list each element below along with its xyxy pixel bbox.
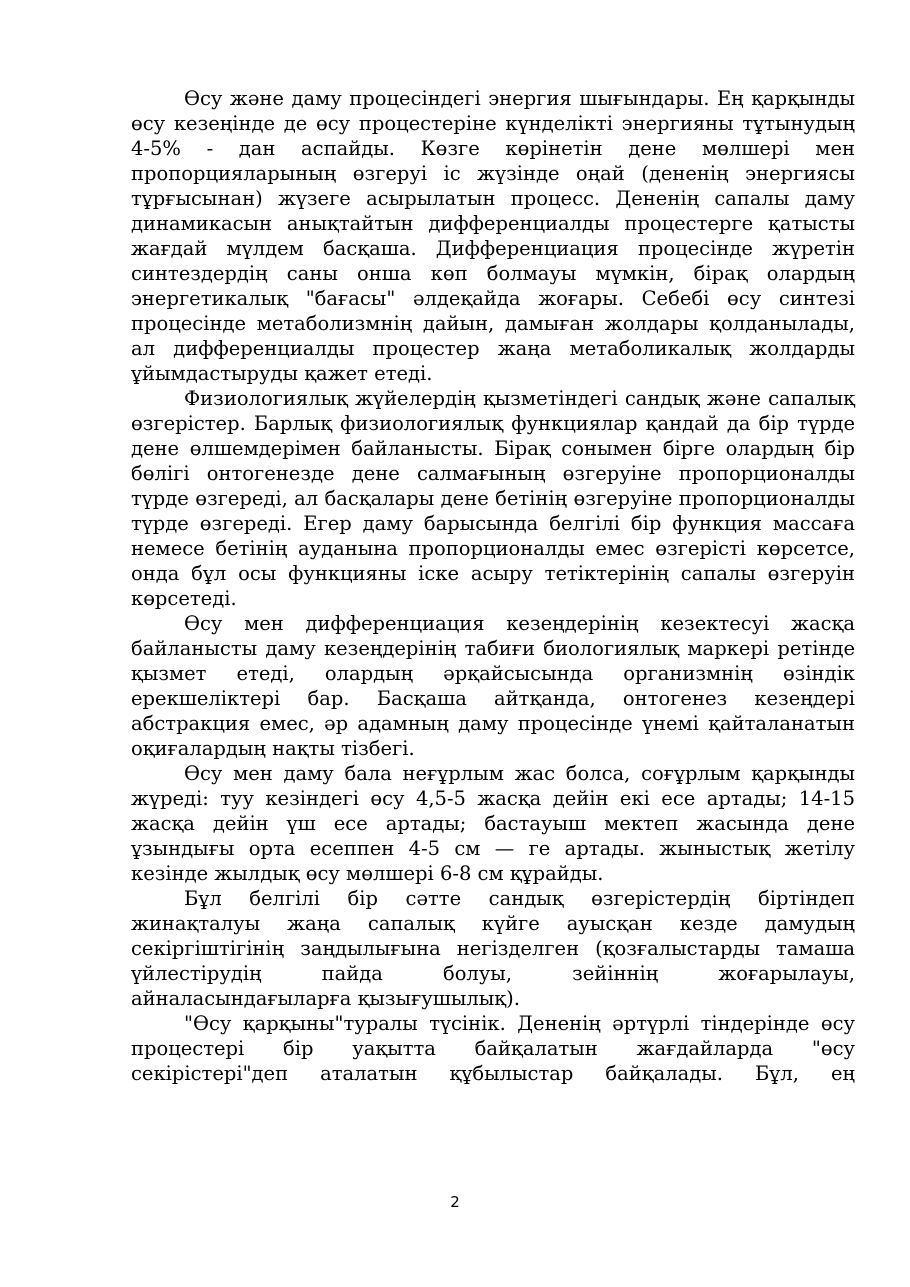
paragraph-physiological-changes: Физиологиялық жүйелердің қызметіндегі сандық және сапалық өзгерістер. Барлық физиологиялық функциялар қандай да бір түрде дене өлшемдерімен байланысты. Бірақ сонымен бірге олардың бір бөлігі онтогенезде дене салмағының өзгеруіне пропорционалды түрде өзгереді, ал басқалары дене бетінің өзгеруіне пропорционалды түрде өзгереді. Егер даму барысында белгілі бір функция массаға немесе бетінің ауданына пропорционалды емес өзгерісті көрсетсе, онда бұл осы функцияны іске асыру тетіктерінің сапалы өзгеруін көрсетеді. — [131, 387, 855, 610]
document-body — [131, 86, 855, 1086]
paragraph-development-leap: Бұл белгілі бір сәтте сандық өзгерістердің біртіндеп жинақталуы жаңа сапалық күйге ауысқан кезде дамудың секіргіштігінің заңдылығына негізделген (қозғалыстарды тамаша үйлестірудің пайда болуы, зейіннің жоғарылауы, айналасындағыларға қызығушылық). — [131, 887, 855, 1010]
paragraph-growth-intensity: Өсу мен даму бала неғұрлым жас болса, соғұрлым қарқынды жүреді: туу кезіндегі өсу 4,5-5 жасқа дейін екі есе артады; 14-15 жасқа дейін үш есе артады; бастауыш мектеп жасында дене ұзындығы орта есеппен 4-5 см — ге артады. жыныстық жетілу кезінде жылдық өсу мөлшері 6-8 см құрайды. — [131, 762, 855, 885]
paragraph-energy-costs: Өсу және даму процесіндегі энергия шығындары. Ең қарқынды өсу кезеңінде де өсу процестеріне күнделікті энергияны тұтынудың 4-5% - дан аспайды. Көзге көрінетін дене мөлшері мен пропорцияларының өзгеруі іс жүзінде оңай (дененің энергиясы тұрғысынан) жүзеге асырылатын процесс. Дененің сапалы даму динамикасын анықтайтын дифференциалды процестерге қатысты жағдай мүлдем басқаша. Дифференциация процесінде жүретін синтездердің саны онша көп болмауы мүмкін, бірақ олардың энергетикалық "бағасы" әлдеқайда жоғары. Себебі өсу синтезі процесінде метаболизмнің дайын, дамыған жолдары қолданылады, ал дифференциалды процестер жаңа метаболикалық жолдарды ұйымдастыруды қажет етеді. — [131, 87, 855, 385]
paragraph-growth-differentiation: Өсу мен дифференциация кезеңдерінің кезектесуі жасқа байланысты даму кезеңдерінің табиғи биологиялық маркері ретінде қызмет етеді, олардың әрқайсысында организмнің өзіндік ерекшеліктері бар. Басқаша айтқанда, онтогенез кезеңдері абстракция емес, әр адамның даму процесінде үнемі қайталанатын оқиғалардың нақты тізбегі. — [131, 612, 855, 760]
page-number: 2 — [450, 1193, 460, 1211]
paragraph-growth-rate: "Өсу қарқыны"туралы түсінік. Дененің әртүрлі тіндерінде өсу процестері бір уақытта байқалатын жағдайларда "өсу секірістері"деп аталатын құбылыстар байқалады. Бұл, ең — [131, 1012, 855, 1085]
